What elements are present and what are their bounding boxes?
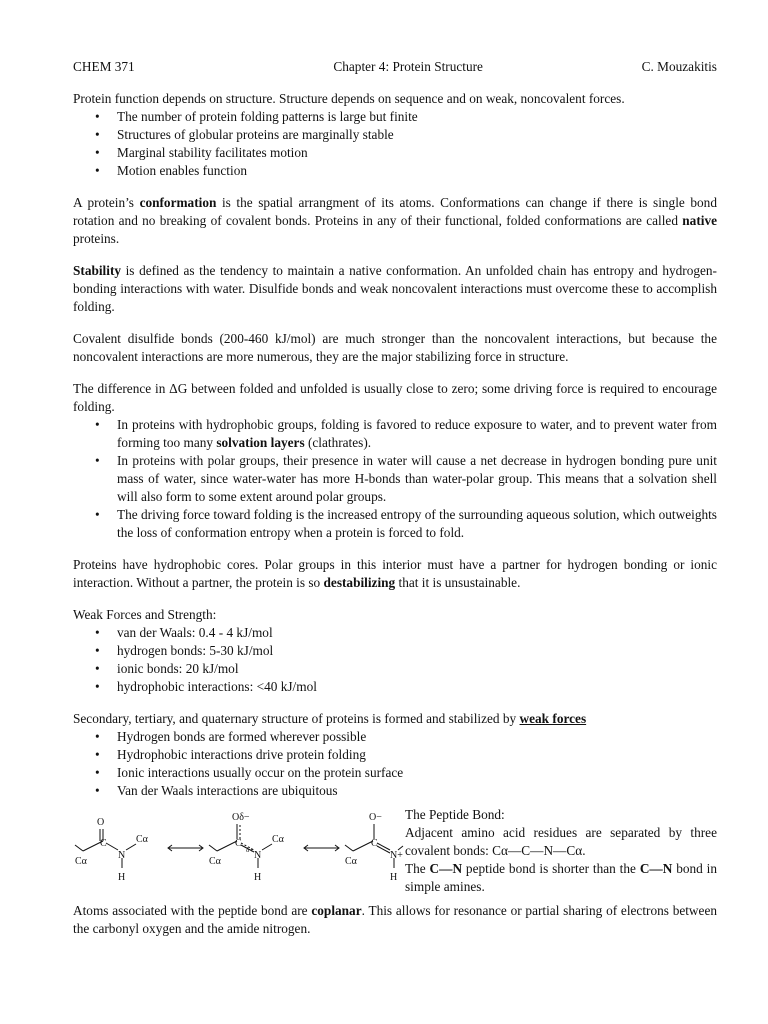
list-item: • hydrophobic interactions: <40 kJ/mol	[117, 678, 717, 696]
list-item: • Hydrophobic interactions drive protein folding	[117, 746, 717, 764]
atom-label: O−	[369, 812, 382, 823]
text-span: peptide bond is shorter than the	[462, 861, 640, 876]
term-coplanar: coplanar	[311, 903, 362, 918]
atom-label: Cα	[209, 856, 221, 867]
atom-label: Oδ−	[232, 812, 250, 823]
bond-sequence: Cα—C—N—Cα.	[492, 843, 586, 858]
atom-label: Cα	[136, 834, 148, 845]
atom-label: O	[97, 817, 105, 828]
text-span: A protein’s	[73, 195, 140, 210]
list-item: • The number of protein folding patterns is large but finite	[117, 108, 717, 126]
atom-label: C	[235, 838, 242, 849]
list-item: • Ionic interactions usually occur on the protein surface	[117, 764, 717, 782]
intro-bullet-list	[73, 108, 717, 180]
charge-label: δ+	[246, 846, 254, 854]
atom-label: Cα	[345, 856, 357, 867]
atom-label: Cα	[75, 856, 87, 867]
peptide-bond-section	[73, 806, 717, 898]
list-item: • van der Waals: 0.4 - 4 kJ/mol	[117, 624, 717, 642]
peptide-resonance-figure	[73, 806, 405, 898]
stability-paragraph	[73, 262, 717, 316]
list-item: • ionic bonds: 20 kJ/mol	[117, 660, 717, 678]
list-item: • In proteins with polar groups, their presence in water will cause a net decrease in hydrogen bonding pure unit mass of water, since water-water has more H-bonds than water-polar group. This means that a solvation shell will also form to some extent around polar groups.	[117, 452, 717, 506]
peptide-bond-title: The Peptide Bond:	[405, 807, 505, 822]
conformation-paragraph	[73, 194, 717, 248]
secondary-structure-list	[73, 728, 717, 800]
term-cn-bond: C—N	[429, 861, 463, 876]
term-cn-bond: C—N	[639, 861, 673, 876]
atom-label: C	[100, 838, 107, 849]
text-span: Atoms associated with the peptide bond are	[73, 903, 312, 918]
page-header	[73, 58, 717, 76]
secondary-structure-paragraph	[73, 710, 717, 728]
coplanar-paragraph	[73, 902, 717, 938]
atom-label: Cα	[272, 834, 284, 845]
list-item: • hydrogen bonds: 5-30 kJ/mol	[117, 642, 717, 660]
term-destabilizing: destabilizing	[323, 575, 396, 590]
text-span: Proteins have hydrophobic cores. Polar groups in this interior must have a partner for hydrogen bonding or ionic interaction. Without a partner, the protein is so	[73, 557, 717, 590]
term-solvation-layers: solvation layers	[216, 435, 305, 450]
text-span: The	[405, 861, 430, 876]
intro-paragraph: Protein function depends on structure. Structure depends on sequence and on weak, noncovalent forces.	[73, 91, 625, 106]
atom-label: H	[254, 872, 262, 883]
peptide-bond-line-2	[405, 860, 717, 896]
text-span: Adjacent amino acid residues are separated by three covalent bonds:	[405, 825, 717, 858]
course-code: CHEM 371	[73, 59, 135, 74]
atom-label: H	[118, 872, 126, 883]
term-stability: Stability	[73, 263, 122, 278]
term-native: native	[682, 213, 717, 228]
text-span: is defined as the tendency to maintain a native conformation. An unfolded chain has entropy and hydrogen-bonding interactions with water. Disulfide bonds and weak noncovalent interactions must overcome these to accomplish folding.	[73, 263, 717, 314]
atom-label: N+	[390, 850, 403, 861]
folding-bullet-list	[73, 416, 717, 542]
text-span: bond in simple amines.	[405, 861, 718, 894]
peptide-bond-text	[405, 806, 717, 898]
author-name: C. Mouzakitis	[641, 59, 717, 74]
text-span: proteins.	[73, 231, 120, 246]
weak-forces-title: Weak Forces and Strength:	[73, 607, 217, 622]
text-span: Secondary, tertiary, and quaternary structure of proteins is formed and stabilized by	[73, 711, 520, 726]
term-weak-forces: weak forces	[519, 711, 587, 726]
text-span: . This allows for resonance or partial sharing of electrons between the carbonyl oxygen and the amide nitrogen.	[73, 903, 717, 936]
term-conformation: conformation	[139, 195, 217, 210]
atom-label: C	[371, 838, 378, 849]
atom-label: N	[254, 850, 262, 861]
list-item: • Van der Waals interactions are ubiquitous	[117, 782, 717, 800]
list-item	[117, 416, 717, 452]
text-span: that it is unsustainable.	[395, 575, 521, 590]
delta-g-paragraph: The difference in ΔG between folded and unfolded is usually close to zero; some driving force is required to encourage folding.	[73, 381, 717, 414]
cores-paragraph	[73, 556, 717, 592]
atom-label: N	[118, 850, 126, 861]
atom-label: H	[390, 872, 398, 883]
peptide-bond-line-1	[405, 824, 717, 860]
list-item: • The driving force toward folding is the increased entropy of the surrounding aqueous solution, which outweights the loss of conformation entropy when a protein is forced to fold.	[117, 506, 717, 542]
disulfide-paragraph: Covalent disulfide bonds (200-460 kJ/mol) are much stronger than the noncovalent interactions, but because the noncovalent interactions are more numerous, they are the major stabilizing force in structure.	[73, 331, 717, 364]
weak-forces-list	[73, 624, 717, 696]
text-span: is the spatial arrangment of its atoms. Conformations can change if there is single bond rotation and no breaking of covalent bonds. Proteins in any of their functional, folded conformations are called	[73, 195, 717, 228]
chapter-title: Chapter 4: Protein Structure	[333, 59, 483, 74]
text-span: (clathrates).	[304, 435, 372, 450]
text-span: In proteins with hydrophobic groups, folding is favored to reduce exposure to water, and to prevent water from forming too many	[117, 417, 717, 450]
list-item: • Motion enables function	[117, 162, 717, 180]
list-item: • Hydrogen bonds are formed wherever possible	[117, 728, 717, 746]
list-item: • Marginal stability facilitates motion	[117, 144, 717, 162]
list-item: • Structures of globular proteins are marginally stable	[117, 126, 717, 144]
